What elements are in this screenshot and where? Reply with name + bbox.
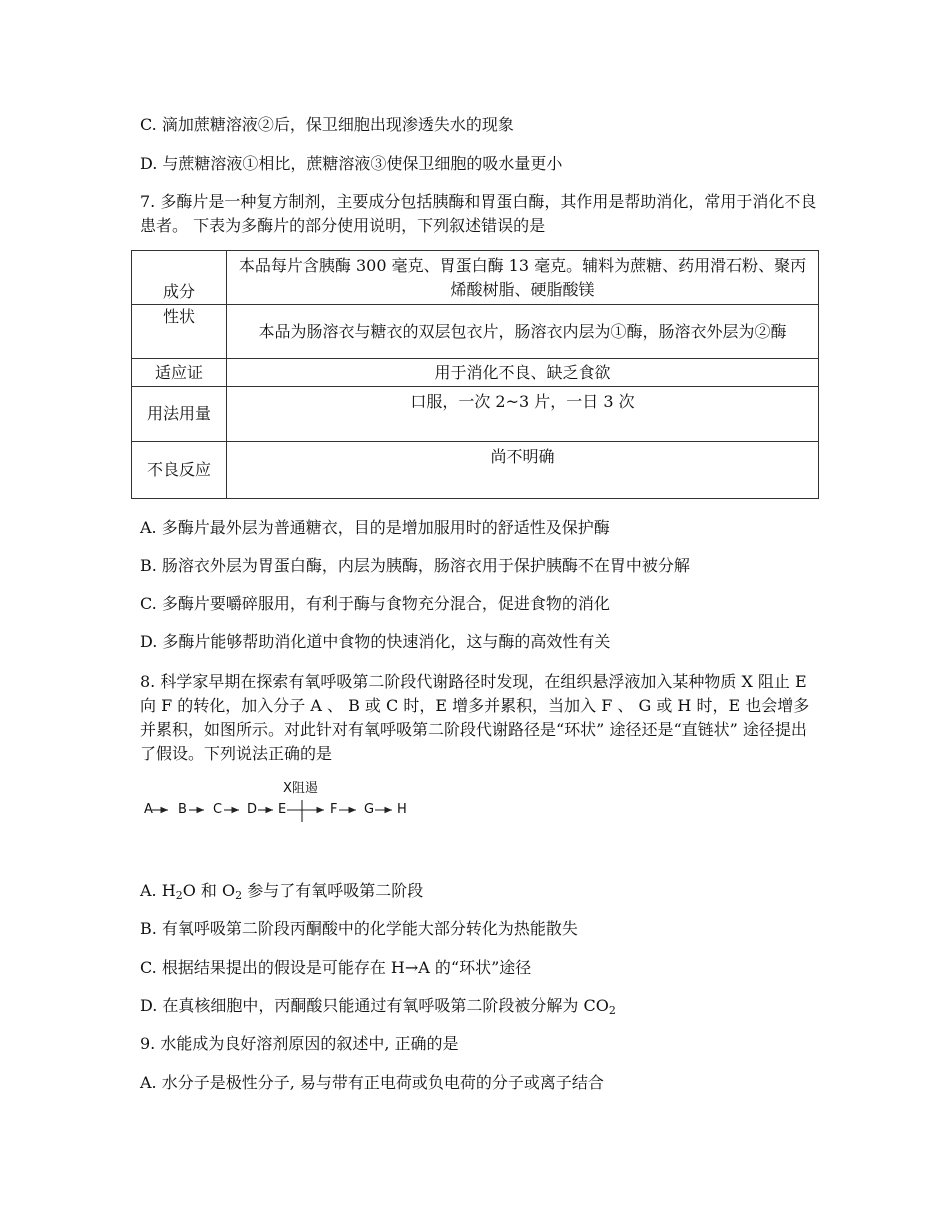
q8-option-a (140, 880, 423, 902)
table-key: 性状 (132, 305, 227, 359)
table-value: 本品每片含胰酶 300 毫克、胃蛋白酶 13 毫克。辅料为蔗糖、药用滑石粉、聚丙烯酸树脂、硬脂酸镁 (227, 251, 819, 305)
option-d-q6: D. 与蔗糖溶液①相比，蔗糖溶液③使保卫细胞的吸水量更小 (140, 154, 563, 173)
q8-option-a-text: A. H (140, 881, 176, 900)
q8-option-a-text: 参与了有氧呼吸第二阶段 (242, 881, 424, 900)
q7-option-d: D. 多酶片能够帮助消化道中食物的快速消化，这与酶的高效性有关 (140, 632, 611, 651)
table-value: 口服，一次 2~3 片，一日 3 次 (227, 387, 819, 442)
table-row (132, 387, 819, 442)
table-key: 不良反应 (132, 442, 227, 499)
blocker-label: X阻遏 (283, 781, 318, 796)
node-h: H (397, 802, 407, 817)
q7-option-b: B. 肠溶衣外层为胃蛋白酶，内层为胰酶，肠溶衣用于保护胰酶不在胃中被分解 (140, 556, 690, 575)
option-c-q6: C. 滴加蔗糖溶液②后，保卫细胞出现渗透失水的现象 (140, 115, 514, 134)
node-e: E (278, 802, 287, 817)
node-b: B (178, 802, 187, 817)
node-f: F (330, 802, 338, 817)
table-row (132, 442, 819, 499)
q8-option-d-text: D. 在真核细胞中，丙酮酸只能通过有氧呼吸第二阶段被分解为 CO (140, 996, 609, 1015)
subscript: 2 (235, 889, 243, 902)
q8-option-a-text: O 和 O (182, 881, 236, 900)
node-a: A (144, 802, 153, 817)
table-value: 尚不明确 (227, 442, 819, 499)
table-value: 本品为肠溶衣与糖衣的双层包衣片，肠溶衣内层为①酶，肠溶衣外层为②酶 (227, 305, 819, 359)
question-9-stem: 9. 水能成为良好溶剂原因的叙述中, 正确的是 (140, 1034, 459, 1053)
q7-option-a: A. 多酶片最外层为普通糖衣，目的是增加服用时的舒适性及保护酶 (140, 518, 610, 537)
q9-option-a: A. 水分子是极性分子, 易与带有正电荷或负电荷的分子或离子结合 (140, 1073, 604, 1092)
q8-option-d (140, 995, 616, 1017)
subscript: 2 (175, 889, 183, 902)
question-7-stem: 7. 多酶片是一种复方制剂，主要成分包括胰酶和胃蛋白酶，其作用是帮助消化，常用于消化不良患者。 下表为多酶片的部分使用说明，下列叙述错误的是 (140, 192, 817, 235)
q8-option-c: C. 根据结果提出的假设是可能存在 H→A 的“环状”途径 (140, 958, 532, 977)
question-8-stem: 8. 科学家早期在探索有氧呼吸第二阶段代谢路径时发现，在组织悬浮液加入某种物质 X 阻止 E 向 F 的转化，加入分子 A 、 B 或 C 时，E 增多并累积，当加入 F 、 G 或 H 时，E 也会增多并累积，如图所示。对此针对有氧呼吸第二阶段代谢路径是“环状” 途径还是“直链状” 途径提出了假设。下列说法正确的是 (140, 672, 810, 763)
q8-option-b: B. 有氧呼吸第二阶段丙酮酸中的化学能大部分转化为热能散失 (140, 919, 578, 938)
q7-option-c: C. 多酶片要嚼碎服用，有利于酶与食物充分混合，促进食物的消化 (140, 594, 610, 613)
table-key: 成分 (132, 251, 227, 305)
table-row (132, 305, 819, 359)
table-key: 用法用量 (132, 387, 227, 442)
pathway-diagram (140, 778, 420, 828)
table-key: 适应证 (132, 359, 227, 387)
table-row (132, 251, 819, 305)
table-value: 用于消化不良、缺乏食欲 (227, 359, 819, 387)
usage-table (131, 250, 819, 499)
table-row (132, 359, 819, 387)
subscript: 2 (608, 1004, 616, 1017)
node-g: G (364, 802, 375, 817)
node-d: D (247, 802, 258, 817)
node-c: C (213, 802, 223, 817)
